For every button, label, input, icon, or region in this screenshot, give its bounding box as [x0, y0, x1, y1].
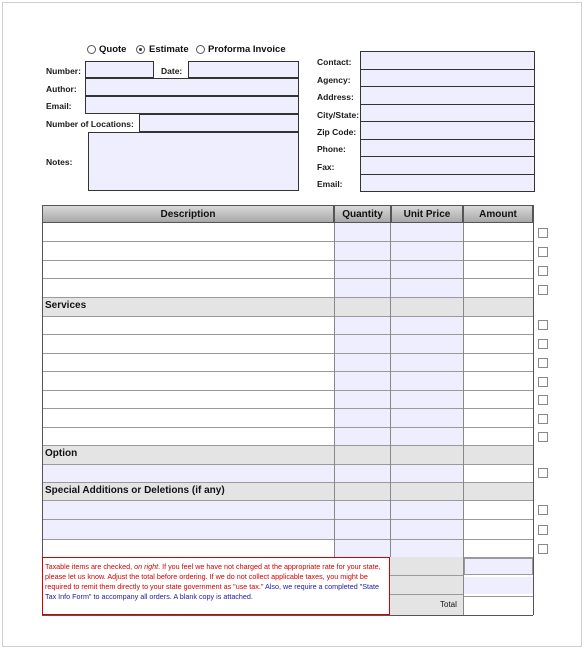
row-line [42, 519, 533, 520]
quantity-header-text: Quantity [342, 208, 383, 220]
proforma-invoice-radio[interactable] [196, 45, 205, 54]
zip-code-field[interactable] [360, 121, 535, 140]
row-line [42, 390, 533, 391]
zip-code-label: Zip Code: [317, 127, 357, 137]
row-line [42, 297, 533, 298]
special-row-fill-2[interactable] [42, 519, 390, 539]
tax-note-red-italic: on right [134, 562, 159, 571]
number-of-locations-field[interactable] [139, 114, 299, 132]
unit-price-column[interactable] [391, 223, 463, 575]
amount-header [463, 205, 533, 223]
email-label: Email: [46, 101, 72, 111]
date-field[interactable] [188, 61, 299, 78]
taxable-checkbox[interactable] [538, 468, 548, 478]
table-left-border [42, 205, 43, 615]
number-field[interactable] [85, 61, 154, 78]
row-line [42, 500, 533, 501]
estimate-radio[interactable] [136, 45, 145, 54]
row-line [42, 371, 533, 372]
fax-label: Fax: [317, 162, 335, 172]
address-field[interactable] [360, 86, 535, 105]
tax-note-blue: Also, we require a completed "State Tax Info Form" to accompany all orders. A blank copy is attached. [45, 582, 380, 601]
row-line [42, 427, 533, 428]
tax-note-text [45, 562, 381, 602]
quantity-header [334, 205, 391, 223]
number-of-locations-label: Number of Locations: [46, 119, 134, 129]
total-label: Total [440, 600, 457, 609]
notes-label: Notes: [46, 157, 73, 167]
row-line [42, 353, 533, 354]
taxable-checkbox[interactable] [538, 320, 548, 330]
city-state-label: City/State: [317, 110, 360, 120]
agency-field[interactable] [360, 69, 535, 87]
unit-price-header [391, 205, 463, 223]
col-divider-description [334, 223, 335, 557]
unit-price-header-text: Unit Price [403, 208, 451, 220]
row-line [42, 260, 533, 261]
subtotal-cell-2 [390, 576, 463, 595]
subtotal-amount-field[interactable] [464, 577, 533, 594]
row-line [42, 241, 533, 242]
contact-field[interactable] [360, 51, 535, 70]
address-label: Address: [317, 92, 354, 102]
taxable-checkbox[interactable] [538, 339, 548, 349]
taxable-checkbox[interactable] [538, 432, 548, 442]
proforma-invoice-label: Proforma Invoice [208, 44, 286, 55]
author-label: Author: [46, 84, 77, 94]
taxable-checkbox[interactable] [538, 505, 548, 515]
date-label: Date: [161, 66, 183, 76]
contact-label: Contact: [317, 57, 352, 67]
table-right-border [533, 205, 534, 615]
description-header-text: Description [160, 208, 216, 220]
fax-field[interactable] [360, 156, 535, 175]
row-line [42, 334, 533, 335]
taxable-checkbox[interactable] [538, 247, 548, 257]
table-bottom-border [42, 615, 533, 616]
row-line [42, 464, 533, 465]
tax-note-red-1: Taxable items are checked, [45, 562, 135, 571]
phone-label: Phone: [317, 144, 346, 154]
city-state-field[interactable] [360, 104, 535, 122]
taxable-checkbox[interactable] [538, 414, 548, 424]
services-band [42, 297, 533, 316]
taxable-checkbox[interactable] [538, 228, 548, 238]
row-line [42, 539, 533, 540]
contact-email-field[interactable] [360, 174, 535, 192]
total-amount-field[interactable] [464, 596, 533, 615]
row-line [42, 316, 533, 317]
special-section-label: Special Additions or Deletions (if any) [45, 485, 225, 496]
row-line [42, 482, 533, 483]
phone-field[interactable] [360, 139, 535, 157]
taxable-checkbox[interactable] [538, 377, 548, 387]
taxable-checkbox[interactable] [538, 544, 548, 554]
row-line [42, 408, 533, 409]
number-label: Number: [46, 66, 81, 76]
quote-label: Quote [99, 44, 127, 55]
row-line [42, 278, 533, 279]
row-line [42, 445, 533, 446]
taxable-checkbox[interactable] [538, 525, 548, 535]
contact-email-label: Email: [317, 179, 343, 189]
taxable-checkbox[interactable] [538, 285, 548, 295]
option-band [42, 445, 533, 464]
subtotal-cell-1 [390, 557, 463, 576]
amount-header-text: Amount [479, 208, 517, 220]
email-field[interactable] [85, 96, 299, 114]
quote-radio[interactable] [87, 45, 96, 54]
notes-field[interactable] [88, 132, 299, 191]
option-row-fill[interactable] [42, 464, 390, 482]
author-field[interactable] [85, 78, 299, 96]
tax-note-red-2: . If you feel we have not charged at the appropriate rate for your state, please let us know. Adjust the total before ordering. If we do not collect applicable taxes, you might be required to remit them directly to your state government as "use tax." [45, 562, 381, 591]
agency-label: Agency: [317, 75, 351, 85]
taxable-checkbox[interactable] [538, 358, 548, 368]
col-divider-unit-price [463, 223, 464, 615]
taxable-checkbox[interactable] [538, 266, 548, 276]
option-section-label: Option [45, 448, 78, 459]
services-section-label: Services [45, 300, 87, 311]
special-row-fill-1[interactable] [42, 500, 390, 519]
taxable-checkbox[interactable] [538, 395, 548, 405]
estimate-label: Estimate [149, 44, 189, 55]
description-header [42, 205, 334, 223]
tax-amount-field[interactable] [464, 558, 533, 575]
